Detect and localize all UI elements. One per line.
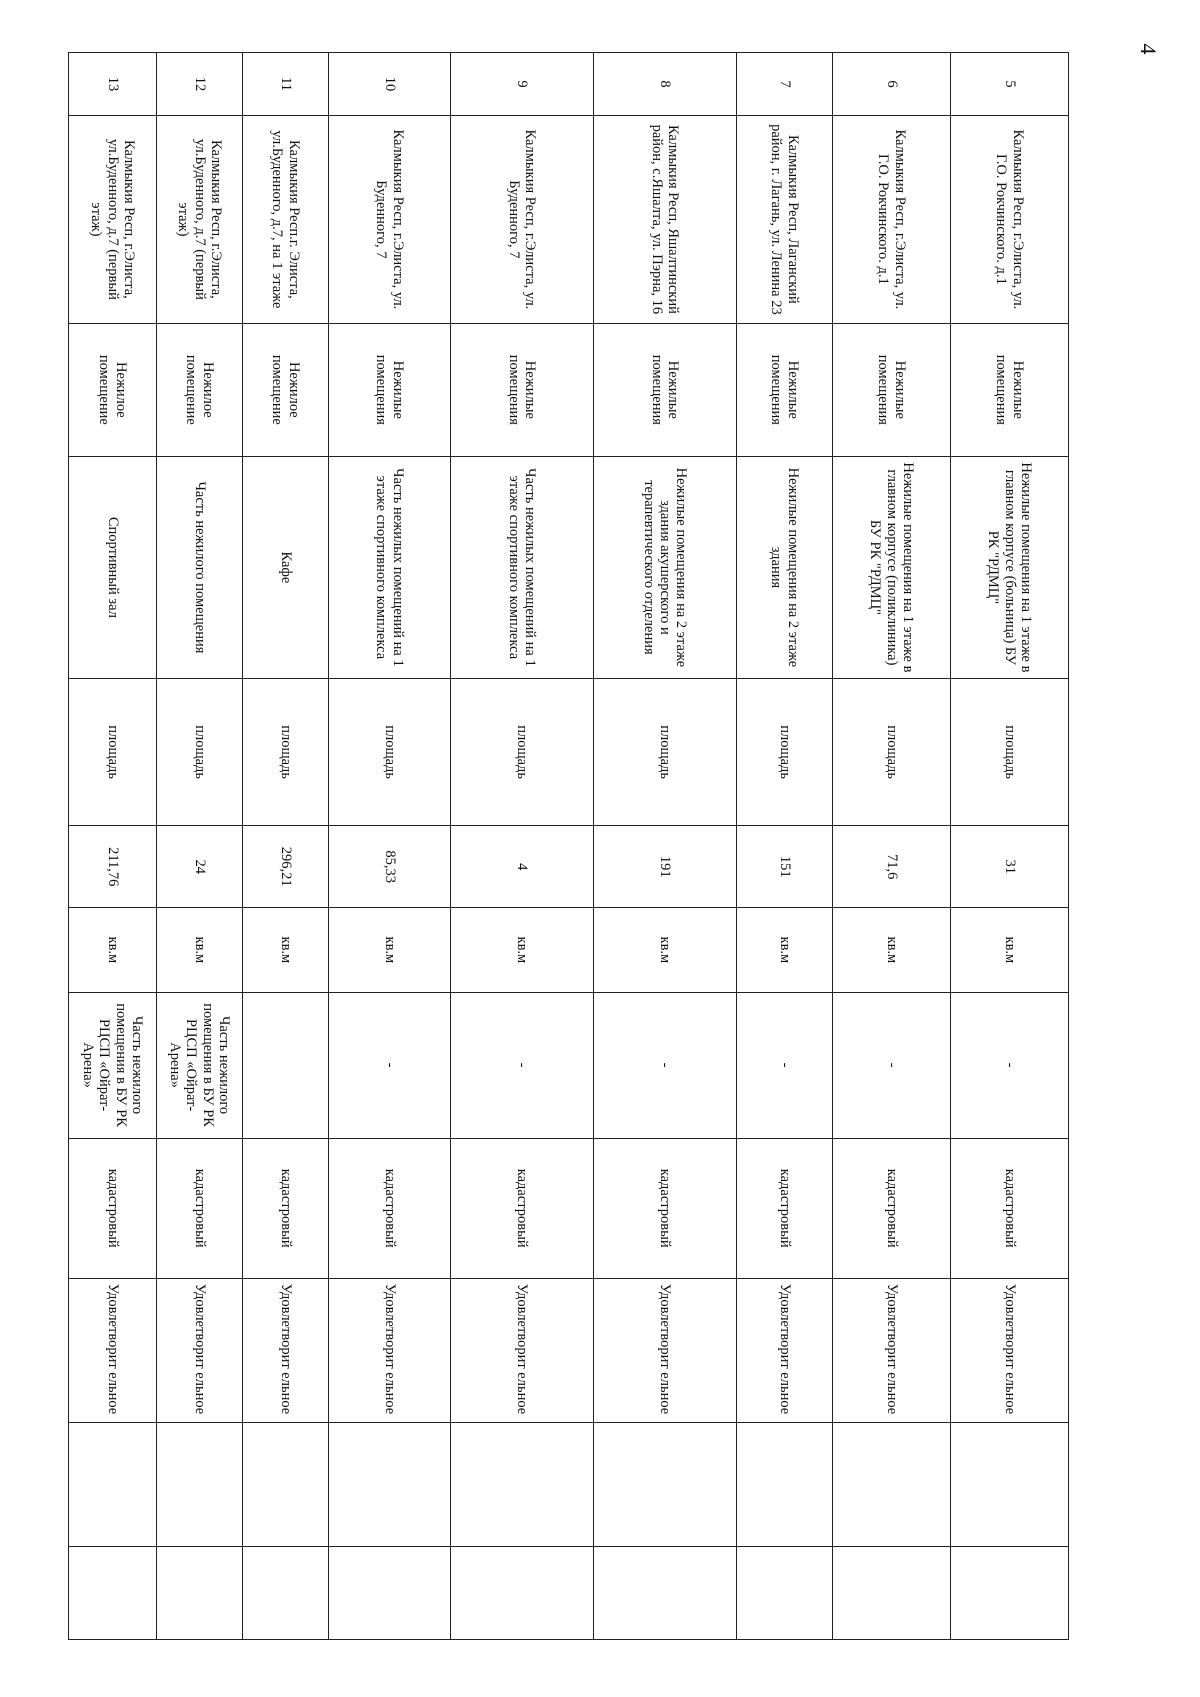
parameter-cell: площадь [451,678,594,825]
method-cell: кадастровый [451,1138,594,1278]
table-row [737,53,833,1640]
condition-cell: Удовлетворит ельное [157,1278,243,1422]
empty-cell [157,1422,243,1547]
empty-cell [243,1422,329,1547]
parameter-cell: площадь [157,678,243,825]
empty-cell [833,1547,951,1640]
row-number: 11 [243,53,329,116]
table-row [69,53,157,1640]
unit-cell: кв.м [737,908,833,992]
description-cell: Спортивный зал [69,456,157,678]
empty-cell [737,1547,833,1640]
description-cell: Нежилые помещения на 1 этаже в главном корпусе (поликлиника) БУ РК "РДМЦ" [833,456,951,678]
note-cell: - [451,992,594,1138]
condition-cell: Удовлетворит ельное [833,1278,951,1422]
unit-cell: кв.м [833,908,951,992]
method-cell: кадастровый [157,1138,243,1278]
object-type-cell: Нежилые помещения [594,323,737,456]
address-cell: Калмыкия Респ.г. Элиста, ул.Буденного, д.7, на 1 этаже [243,115,329,323]
unit-cell: кв.м [329,908,451,992]
condition-cell: Удовлетворит ельное [243,1278,329,1422]
empty-cell [451,1422,594,1547]
table-row [329,53,451,1640]
empty-cell [69,1422,157,1547]
row-number: 13 [69,53,157,116]
table-row [157,53,243,1640]
description-cell: Кафе [243,456,329,678]
unit-cell: кв.м [594,908,737,992]
parameter-cell: площадь [737,678,833,825]
page-number: 4 [1136,43,1161,55]
object-type-cell: Нежилое помещение [157,323,243,456]
value-cell: 31 [951,826,1069,908]
method-cell: кадастровый [594,1138,737,1278]
empty-cell [69,1547,157,1640]
table-row [451,53,594,1640]
empty-cell [594,1547,737,1640]
property-table [68,52,1069,1640]
empty-cell [329,1422,451,1547]
note-cell: - [594,992,737,1138]
method-cell: кадастровый [69,1138,157,1278]
method-cell: кадастровый [329,1138,451,1278]
address-cell: Калмыкия Респ, г.Элиста, ул.Буденного, д.7 (первый этаж) [69,115,157,323]
address-cell: Калмыкия Респ, г.Элиста, ул. Г.О. Рокчинского. д.1 [951,115,1069,323]
object-type-cell: Нежилые помещения [329,323,451,456]
condition-cell: Удовлетворит ельное [594,1278,737,1422]
unit-cell: кв.м [451,908,594,992]
description-cell: Часть нежилых помещений на 1 этаже спортивного комплекса [329,456,451,678]
condition-cell: Удовлетворит ельное [737,1278,833,1422]
table-row [951,53,1069,1640]
empty-cell [329,1547,451,1640]
parameter-cell: площадь [69,678,157,825]
value-cell: 191 [594,826,737,908]
address-cell: Калмыкия Респ, Яшалтинский район, с.Яшалта, ул. Пэрна, 16 [594,115,737,323]
value-cell: 24 [157,826,243,908]
unit-cell: кв.м [157,908,243,992]
note-cell [243,992,329,1138]
row-number: 6 [833,53,951,116]
method-cell: кадастровый [243,1138,329,1278]
address-cell: Калмыкия Респ, г.Элиста, ул. Буденного, 7 [329,115,451,323]
row-number: 5 [951,53,1069,116]
row-number: 8 [594,53,737,116]
condition-cell: Удовлетворит ельное [951,1278,1069,1422]
row-number: 12 [157,53,243,116]
method-cell: кадастровый [737,1138,833,1278]
object-type-cell: Нежилые помещения [951,323,1069,456]
parameter-cell: площадь [833,678,951,825]
empty-cell [594,1422,737,1547]
parameter-cell: площадь [594,678,737,825]
object-type-cell: Нежилые помещения [737,323,833,456]
note-cell: - [737,992,833,1138]
address-cell: Калмыкия Респ, г.Элиста, ул. Буденного, 7 [451,115,594,323]
unit-cell: кв.м [69,908,157,992]
value-cell: 151 [737,826,833,908]
row-number: 9 [451,53,594,116]
empty-cell [451,1547,594,1640]
object-type-cell: Нежилые помещения [451,323,594,456]
note-cell: - [951,992,1069,1138]
description-cell: Нежилые помещения на 2 этаже здания [737,456,833,678]
rotated-page-content [69,52,1069,1640]
unit-cell: кв.м [243,908,329,992]
parameter-cell: площадь [243,678,329,825]
empty-cell [951,1547,1069,1640]
object-type-cell: Нежилое помещение [69,323,157,456]
value-cell: 85,33 [329,826,451,908]
address-cell: Калмыкия Респ, Лаганский район, г. Лагань, ул. Ленина 23 [737,115,833,323]
table-row [594,53,737,1640]
method-cell: кадастровый [951,1138,1069,1278]
empty-cell [951,1422,1069,1547]
note-cell: - [833,992,951,1138]
empty-cell [157,1547,243,1640]
value-cell: 211,76 [69,826,157,908]
address-cell: Калмыкия Респ, г.Элиста, ул.Буденного, д.7 (первый этаж) [157,115,243,323]
note-cell: Часть нежилого помещения в БУ РК РЦСП «Ойрат-Арена» [157,992,243,1138]
value-cell: 4 [451,826,594,908]
row-number: 10 [329,53,451,116]
empty-cell [833,1422,951,1547]
parameter-cell: площадь [329,678,451,825]
value-cell: 71,6 [833,826,951,908]
table-row [243,53,329,1640]
description-cell: Часть нежилого помещения [157,456,243,678]
note-cell: - [329,992,451,1138]
condition-cell: Удовлетворит ельное [451,1278,594,1422]
unit-cell: кв.м [951,908,1069,992]
condition-cell: Удовлетворит ельное [329,1278,451,1422]
parameter-cell: площадь [951,678,1069,825]
row-number: 7 [737,53,833,116]
description-cell: Часть нежилых помещений на 1 этаже спортивного комплекса [451,456,594,678]
address-cell: Калмыкия Респ, г.Элиста, ул. Г.О. Рокчинского. д.1 [833,115,951,323]
method-cell: кадастровый [833,1138,951,1278]
value-cell: 296,21 [243,826,329,908]
empty-cell [737,1422,833,1547]
description-cell: Нежилые помещения на 1 этаже в главном корпусе (больница) БУ РК "РДМЦ" [951,456,1069,678]
table-row [833,53,951,1640]
empty-cell [243,1547,329,1640]
note-cell: Часть нежилого помещения в БУ РК РЦСП «Ойрат-Арена» [69,992,157,1138]
description-cell: Нежилые помещения на 2 этаже здания акушерского и терапевтического отделения [594,456,737,678]
condition-cell: Удовлетворит ельное [69,1278,157,1422]
object-type-cell: Нежилые помещения [833,323,951,456]
object-type-cell: Нежилое помещение [243,323,329,456]
